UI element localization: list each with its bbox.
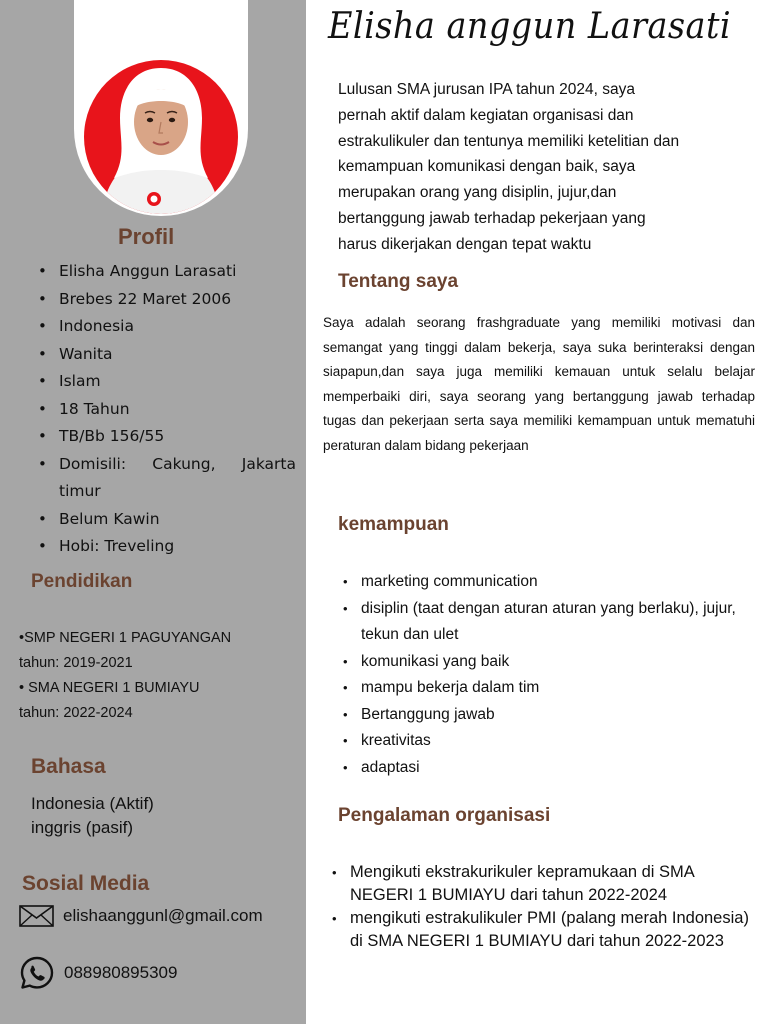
envelope-icon bbox=[19, 905, 54, 927]
tentang-text: Saya adalah seorang frashgraduate yang memiliki motivasi dan semangat yang tinggi dalam bekerja, saya suka berinteraksi dengan siapapun,dan saya juga memiliki kemauan untuk selalu belajar memperbaiki diri, saya seorang yang bertanggung jawab terhadap tugas dan pekerjaan serta saya memiliki kemampuan untuk mematuhi peraturan dalam bidang pekerjaan bbox=[323, 315, 755, 453]
intro-summary bbox=[338, 77, 738, 258]
experience-item: • Mengikuti ekstrakurikuler kepramukaan di SMA NEGERI 1 BUMIAYU dari tahun 2022-2024 bbox=[332, 861, 757, 907]
profil-item-religion: • Islam bbox=[38, 368, 296, 396]
skill-item: • adaptasi bbox=[343, 755, 768, 782]
intro-line: Lulusan SMA jurusan IPA tahun 2024, saya bbox=[338, 81, 635, 98]
whatsapp-icon bbox=[19, 955, 55, 991]
profil-item-name: • Elisha Anggun Larasati bbox=[38, 258, 296, 286]
profil-item-height-weight: • TB/Bb 156/55 bbox=[38, 423, 296, 451]
pendidikan-school-1: •SMP NEGERI 1 PAGUYANGAN bbox=[19, 630, 232, 646]
skill-item: • disiplin (taat dengan aturan aturan yang berlaku), jujur, tekun dan ulet bbox=[343, 596, 768, 649]
profil-item-hobby: • Hobi: Treveling bbox=[38, 533, 296, 561]
phone-row[interactable] bbox=[19, 955, 177, 991]
profile-photo bbox=[84, 60, 238, 214]
intro-line: estrakulikuler dan tentunya memiliki ketelitian dan bbox=[338, 132, 680, 150]
skill-item: • mampu bekerja dalam tim bbox=[343, 675, 768, 702]
profil-item-gender: • Wanita bbox=[38, 341, 296, 369]
skill-item: • komunikasi yang baik bbox=[343, 649, 768, 676]
profil-list bbox=[38, 258, 296, 561]
intro-line: merupakan orang yang disiplin, jujur,dan bbox=[338, 184, 617, 202]
pendidikan-year-1: tahun: 2019-2021 bbox=[19, 655, 133, 671]
pendidikan-list bbox=[19, 626, 231, 726]
pendidikan-school-2: • SMA NEGERI 1 BUMIAYU bbox=[19, 680, 200, 696]
skill-item: • marketing communication bbox=[343, 569, 768, 596]
tentang-heading: Tentang saya bbox=[338, 271, 459, 292]
profil-item-age: • 18 Tahun bbox=[38, 396, 296, 424]
skill-item: • kreativitas bbox=[343, 728, 768, 755]
experience-item: • mengikuti estrakulikuler PMI (palang merah Indonesia) di SMA NEGERI 1 BUMIAYU dari tahun 2022-2023 bbox=[332, 907, 757, 953]
applicant-name: Elisha anggun Larasati bbox=[328, 6, 732, 47]
bahasa-item-inggris: inggris (pasif) bbox=[31, 818, 134, 837]
sosial-media-heading: Sosial Media bbox=[22, 872, 150, 895]
kemampuan-list bbox=[343, 569, 768, 781]
pendidikan-year-2: tahun: 2022-2024 bbox=[19, 705, 133, 721]
profil-item-marital: • Belum Kawin bbox=[38, 506, 296, 534]
profil-item-nationality: • Indonesia bbox=[38, 313, 296, 341]
bahasa-item-indonesia: Indonesia (Aktif) bbox=[31, 794, 154, 813]
profil-item-birth: • Brebes 22 Maret 2006 bbox=[38, 286, 296, 314]
intro-line: harus dikerjakan dengan tepat waktu bbox=[338, 235, 592, 253]
email-row[interactable] bbox=[19, 905, 263, 927]
intro-line: bertanggung jawab terhadap pekerjaan yang bbox=[338, 209, 646, 227]
pengalaman-list bbox=[332, 861, 757, 953]
bahasa-heading: Bahasa bbox=[31, 755, 106, 778]
profil-item-domicile: • Domisili: Cakung, Jakarta timur bbox=[38, 451, 296, 506]
profil-heading: Profil bbox=[118, 224, 175, 249]
skill-item: • Bertanggung jawab bbox=[343, 702, 768, 729]
pendidikan-heading: Pendidikan bbox=[31, 571, 133, 592]
email-text[interactable]: elishaanggunl@gmail.com bbox=[63, 906, 263, 925]
pengalaman-heading: Pengalaman organisasi bbox=[338, 805, 551, 826]
intro-line: pernah aktif dalam kegiatan organisasi dan bbox=[338, 106, 634, 124]
kemampuan-heading: kemampuan bbox=[338, 514, 449, 535]
phone-text[interactable]: 088980895309 bbox=[64, 963, 178, 982]
bahasa-list bbox=[31, 792, 154, 840]
person-portrait-icon bbox=[84, 60, 238, 214]
intro-line: kemampuan komunikasi dengan baik, saya bbox=[338, 158, 636, 176]
